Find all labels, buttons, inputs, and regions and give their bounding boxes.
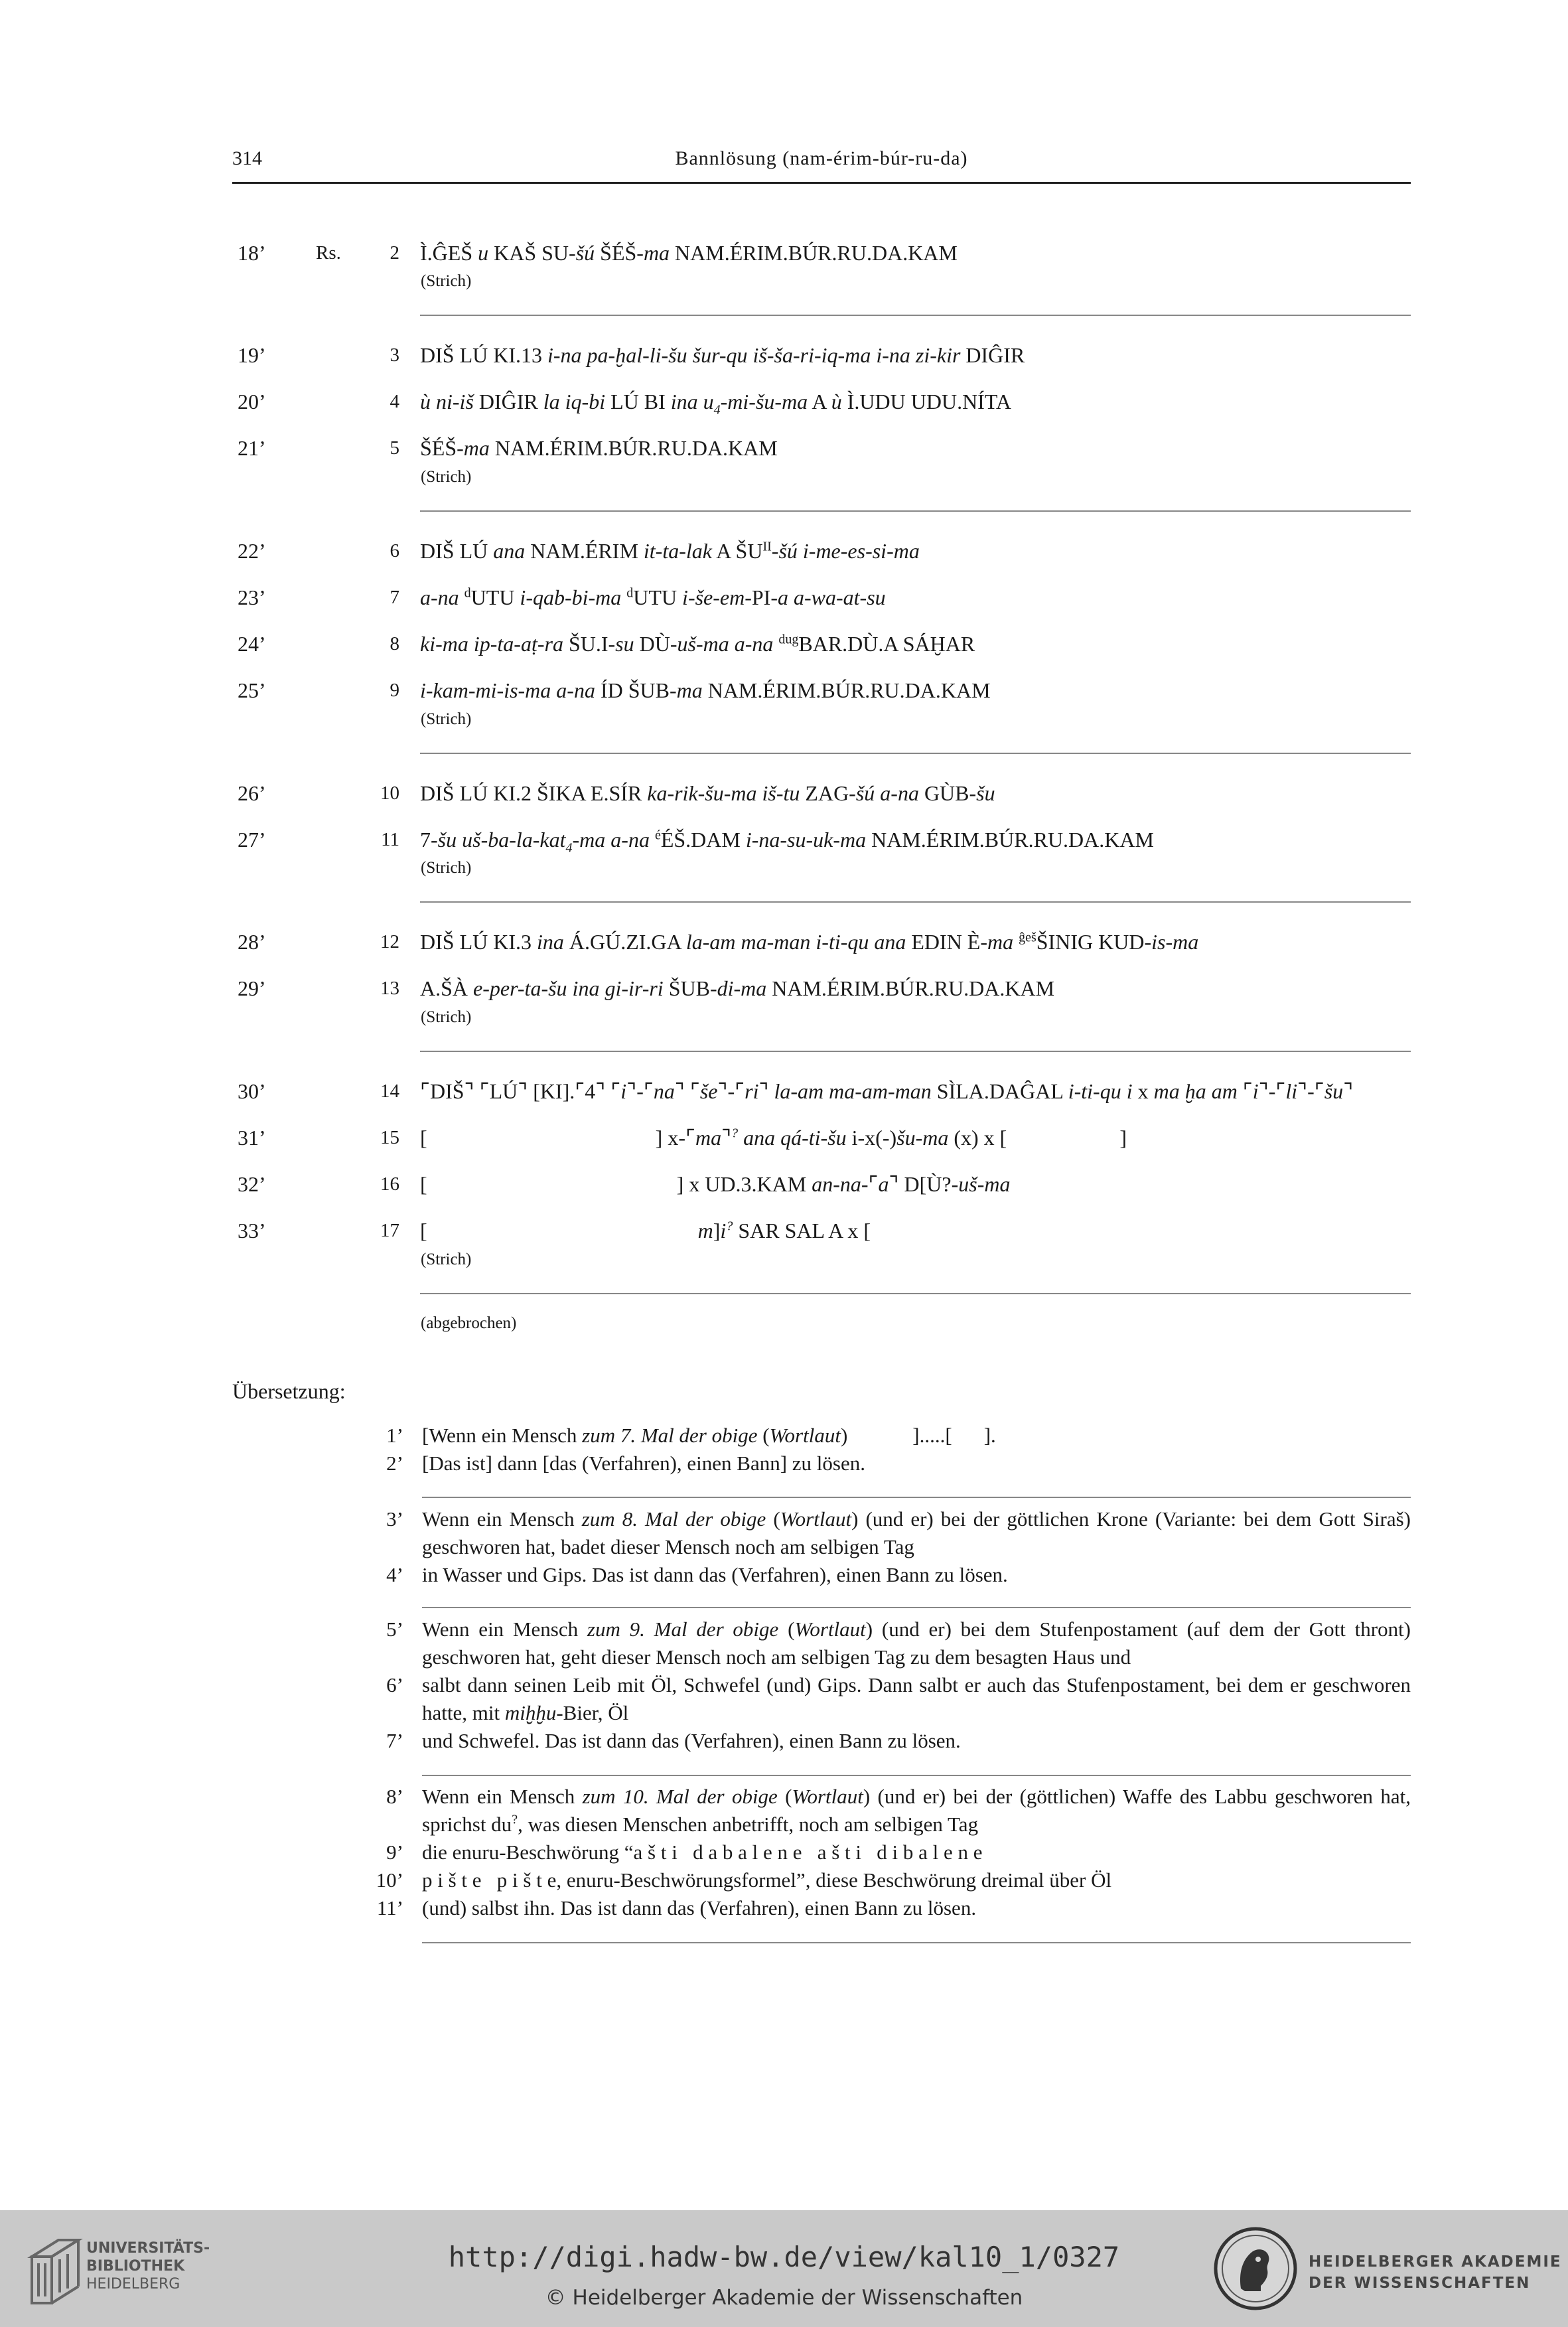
- line-number: 10’: [376, 1868, 403, 1892]
- line-number: 28’: [238, 930, 266, 954]
- academy-seal-icon: [1212, 2225, 1299, 2312]
- line-number: 22’: [238, 539, 266, 563]
- translit-text: 7-šu uš-ba-la-kat$_4$-ma a-na $^é$ÉŠ.DAM i-na-su-uk-ma NAM.ÉRIM.BÚR.RU.DA.KAM: [420, 828, 1154, 856]
- section-divider: [420, 753, 1411, 754]
- line-number: 8’: [386, 1785, 403, 1808]
- translit-text: [ m]i? SAR SAL A x [: [420, 1219, 871, 1242]
- translation-text: in Wasser und Gips. Das ist dann das (Verfahren), einen Bann zu lösen.: [422, 1563, 1008, 1586]
- translation-text: [Das ist] dann [das (Verfahren), einen Bann] zu lösen.: [422, 1452, 865, 1475]
- original-line-number: 14: [380, 1081, 399, 1102]
- section-divider: [422, 1942, 1411, 1943]
- translit-text: Ì.ĜEŠ u KAŠ SU-šú ŠÉŠ-ma NAM.ÉRIM.BÚR.RU.DA.KAM: [420, 241, 958, 265]
- strich-note: (Strich): [421, 710, 472, 728]
- translit-line-31: [0, 1122, 1568, 1153]
- page-number: 314: [232, 147, 262, 169]
- line-number: 27’: [238, 828, 266, 852]
- translit-text: a-na $^d$UTU i-qab-bi-ma $^d$UTU i-še-em-PI-a a-wa-at-su: [420, 585, 886, 609]
- translit-line-19: [0, 340, 1568, 370]
- original-line-number: 4: [390, 391, 399, 412]
- original-line-number: 12: [380, 931, 399, 952]
- running-title: Bannlösung (nam-érim-búr-ru-da): [675, 147, 968, 169]
- strich-note: (Strich): [421, 1250, 472, 1268]
- translation-text: salbt dann seinen Leib mit Öl, Schwefel (und) Gips. Dann salbt er auch das Stufenpostament, bei dem er geschworen hatte, mit miḫḫu-Bier, Öl: [422, 1673, 1411, 1724]
- translit-text: ù ni-iš DIĜIR la iq-bi LÚ BI ina $u_4-mi-šu-ma$ A ù Ì.UDU UDU.NÍTA: [420, 390, 1011, 417]
- translation-text: (und) salbst ihn. Das ist dann das (Verfahren), einen Bann zu lösen.: [422, 1896, 977, 1919]
- translit-line-18: [0, 238, 1568, 268]
- source-url-link[interactable]: http://digi.hadw-bw.de/view/kal10_1/0327: [448, 2241, 1120, 2273]
- line-number: 32’: [238, 1172, 266, 1196]
- strich-note: (Strich): [421, 859, 472, 877]
- section-divider: [420, 1293, 1411, 1294]
- translation-text: Wenn ein Mensch zum 9. Mal der obige (Wortlaut) (und er) bei dem Stufenpostament (auf dem der Gott thront) geschworen hat, geht dieser Mensch noch am selbigen Tag zu dem besagten Haus und: [422, 1617, 1411, 1669]
- line-number: 31’: [238, 1126, 266, 1150]
- section-divider: [422, 1497, 1411, 1498]
- translit-text: DIŠ LÚ KI.3 ina Á.GÚ.ZI.GA la-am ma-man i-ti-qu ana EDIN È-ma $^{ĝeš}$ŠINIG KUD-is-ma: [420, 930, 1199, 954]
- original-line-number: 7: [390, 587, 399, 608]
- section-divider: [420, 315, 1411, 316]
- translation-text: Wenn ein Mensch zum 10. Mal der obige (Wortlaut) (und er) bei der (göttlichen) Waffe des Labbu geschworen hat, sprichst du?, was diesen Menschen anbetrifft, noch am selbigen Tag: [422, 1785, 1411, 1836]
- translit-line-24: [0, 629, 1568, 659]
- original-line-number: 17: [380, 1220, 399, 1241]
- translation-text: [Wenn ein Mensch zum 7. Mal der obige (Wortlaut) ].....[ ].: [422, 1424, 996, 1447]
- translation-text: p i š t e p i š t e, enuru-Beschwörungsformel”, diese Beschwörung dreimal über Öl: [422, 1868, 1112, 1892]
- translit-line-20: [0, 386, 1568, 417]
- translit-line-28: [0, 927, 1568, 957]
- original-line-number: 5: [390, 437, 399, 459]
- academy-name: HEIDELBERGER AKADEMIE DER WISSENSCHAFTEN: [1309, 2253, 1562, 2292]
- line-number: 11’: [376, 1896, 403, 1919]
- original-line-number: 9: [390, 680, 399, 701]
- strich-note: (Strich): [421, 272, 472, 290]
- line-number: 2’: [386, 1452, 403, 1475]
- strich-note: (Strich): [421, 468, 472, 486]
- original-line-number: 2: [390, 242, 399, 263]
- original-line-number: 6: [390, 540, 399, 562]
- translit-text: A.ŠÀ e-per-ta-šu ina gi-ir-ri ŠUB-di-ma NAM.ÉRIM.BÚR.RU.DA.KAM: [420, 976, 1055, 1000]
- translit-line-27: [0, 824, 1568, 855]
- original-line-number: 8: [390, 633, 399, 654]
- line-number: 20’: [238, 390, 266, 413]
- translit-text: DIŠ LÚ ana NAM.ÉRIM it-ta-lak A $ŠU^{II}-šú$ i-me-es-si-ma: [420, 539, 920, 563]
- line-number: 33’: [238, 1219, 266, 1242]
- translation-text: und Schwefel. Das ist dann das (Verfahren), einen Bann zu lösen.: [422, 1729, 961, 1752]
- translit-text: [ ] x UD.3.KAM an-na-⌜a⌝ D[Ù?-uš-ma: [420, 1172, 1011, 1196]
- original-line-number: 13: [380, 978, 399, 999]
- translation-heading: Übersetzung:: [232, 1379, 346, 1403]
- library-name: UNIVERSITÄTS- BIBLIOTHEK HEIDELBERG: [86, 2240, 210, 2292]
- tablet-side: Rs.: [316, 242, 341, 263]
- running-header: [232, 147, 1411, 184]
- line-number: 18’: [238, 241, 266, 265]
- original-line-number: 16: [380, 1173, 399, 1195]
- line-number: 3’: [386, 1507, 403, 1531]
- translit-text: [ ] x-⌜ma⌝? ana qá-ti-šu i-x(-)šu-ma (x) x [ ]: [420, 1126, 1127, 1150]
- original-line-number: 11: [381, 829, 399, 850]
- broken-note: (abgebrochen): [421, 1314, 517, 1332]
- line-number: 21’: [238, 436, 266, 460]
- translit-line-32: [0, 1169, 1568, 1199]
- translit-line-33: [0, 1215, 1568, 1246]
- section-divider: [420, 510, 1411, 512]
- translit-line-23: [0, 582, 1568, 613]
- line-number: 24’: [238, 632, 266, 656]
- line-number: 5’: [386, 1617, 403, 1641]
- original-line-number: 10: [380, 783, 399, 804]
- translit-text: ki-ma ip-ta-aṭ-ra ŠU.I-su DÙ-uš-ma a-na $^{dug}$BAR.DÙ.A SÁḪAR: [420, 632, 975, 656]
- translit-line-21: [0, 433, 1568, 463]
- original-line-number: 3: [390, 344, 399, 366]
- section-divider: [422, 1607, 1411, 1608]
- translit-line-30: [0, 1076, 1568, 1106]
- line-number: 26’: [238, 781, 266, 805]
- translit-line-29: [0, 973, 1568, 1004]
- line-number: 9’: [386, 1840, 403, 1864]
- translit-line-22: [0, 536, 1568, 566]
- translation-text: Wenn ein Mensch zum 8. Mal der obige (Wortlaut) (und er) bei der göttlichen Krone (Variante: bei dem Gott Siraš) geschworen hat, badet dieser Mensch noch am selbigen Tag: [422, 1507, 1411, 1558]
- translit-text: ŠÉŠ-ma NAM.ÉRIM.BÚR.RU.DA.KAM: [420, 436, 778, 460]
- translit-text: ⌜DIŠ⌝ ⌜LÚ⌝ [KI].⌜4⌝ ⌜i⌝-⌜na⌝ ⌜še⌝-⌜ri⌝ la-am ma-am-man SÌLA.DAĜAL i-ti-qu i x ma ḫa am ⌜i⌝-⌜li⌝-⌜šu⌝: [420, 1079, 1354, 1103]
- line-number: 19’: [238, 343, 266, 367]
- section-divider: [420, 901, 1411, 903]
- translit-text: DIŠ LÚ KI.2 ŠIKA E.SÍR ka-rik-šu-ma iš-tu ZAG-šú a-na GÙB-šu: [420, 781, 995, 805]
- line-number: 23’: [238, 585, 266, 609]
- section-divider: [422, 1775, 1411, 1776]
- original-line-number: 15: [380, 1127, 399, 1148]
- section-divider: [420, 1051, 1411, 1052]
- line-number: 6’: [386, 1673, 403, 1696]
- line-number: 7’: [386, 1729, 403, 1752]
- line-number: 1’: [386, 1424, 403, 1447]
- line-number: 25’: [238, 678, 266, 702]
- digitization-footer: [0, 2210, 1568, 2327]
- translit-line-25: [0, 675, 1568, 706]
- line-number: 4’: [386, 1563, 403, 1586]
- translit-text: i-kam-mi-is-ma a-na ÍD ŠUB-ma NAM.ÉRIM.BÚR.RU.DA.KAM: [420, 678, 991, 702]
- translit-text: DIŠ LÚ KI.13 i-na pa-ḫal-li-šu šur-qu iš-ša-ri-iq-ma i-na zi-kir DIĜIR: [420, 343, 1025, 367]
- translation-text: die enuru-Beschwörung “a š t i d a b a l e n e a š t i d i b a l e n e: [422, 1840, 983, 1864]
- line-number: 29’: [238, 976, 266, 1000]
- line-number: 30’: [238, 1079, 266, 1103]
- strich-note: (Strich): [421, 1008, 472, 1026]
- translit-line-26: [0, 778, 1568, 808]
- copyright-notice: © Heidelberger Akademie der Wissenschaften: [545, 2286, 1023, 2310]
